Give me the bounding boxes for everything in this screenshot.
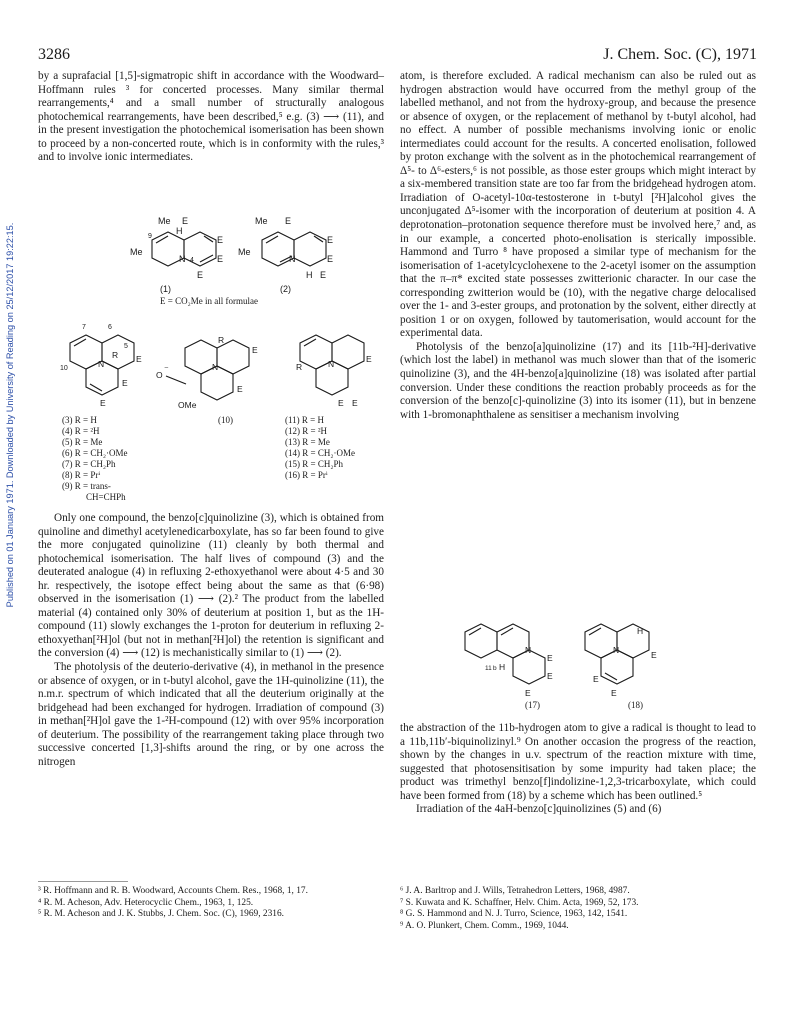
footnote: ⁴ R. M. Acheson, Adv. Heterocyclic Chem., 1963, 1, 125. xyxy=(38,897,254,908)
left-main-text xyxy=(38,512,384,769)
list-item: (7) R = CH₂Ph xyxy=(62,459,116,469)
atom-e-14: E xyxy=(366,354,372,364)
atom-e-18: E xyxy=(547,671,553,681)
scheme-1-structures xyxy=(120,210,360,310)
atom-h: H xyxy=(176,226,183,236)
paragraph: atom, is therefore excluded. A radical mechanism can also be ruled out as hydrogen abstraction would have occurred from the methyl group of the labelled methanol, and not from the hydroxy-group, and because the presence or absence of oxygen, or the replacement of methanol by t-butyl alcohol, had no effect. A number of possible mechanisms involving ionic or enolic intermediates could account for the results. A concerted enolisation, followed by proton exchange with the solvent as in the photochemical rearrangement of Δ⁵- to Δ⁶-esters,⁶ is not possible, as those ester groups which might interact by a six-membered transition state are too far from the bridgehead hydrogen atom. Irradiation of O-acetyl-10α-testosterone in t-butyl [²H]alcohol gives the unconjugated Δ⁵-isomer with the incorporation of deuterium at position 4. A deprotonation–protonation sequence therefore must be involved here,⁷ and, as in our example, a concerted photo-enolisation is sterically impossible. Hammond and Turro ⁸ have proposed a similar type of mechanism for the isomerisation of 1-acetylcyclohexene to the 2-acetyl isomer on the assumption that the π–π* excited state possesses zwitterionic character. In our case the corresponding zwitterion would be (10), with the negative charge delocalised over the 1- and 3-ester groups, and protonation by the solvent, either directly at position 1 or on oxygen, followed by tautomerisation, would account for the experimental data. xyxy=(400,70,756,340)
atom-me-2: Me xyxy=(130,247,143,257)
atom-e-3: E xyxy=(217,254,224,264)
list-item: (16) R = Prⁱ xyxy=(285,470,328,480)
atom-num11: 11 xyxy=(485,665,492,672)
atom-e-8: E xyxy=(320,270,327,280)
paragraph: Photolysis of the benzo[a]quinolizine (17) and its [11b-²H]-derivative (which lost the label) in methanol was much slower than that of the isomeric quinolizine (3), and the 4H-benzo[a]quinolizine (18) was isolated after partial conversion. Under these conditions the reaction probably proceeds as for the conversion of the benzo[c]-quinolizine (3) into its isomer (11), but in benzene with 1-bromonaphthalene as sensitiser a mechanism involving xyxy=(400,340,756,421)
list-item: CH=CHPh xyxy=(86,492,126,502)
label-compound-17: (17) xyxy=(525,700,540,710)
list-item: (15) R = CH₂Ph xyxy=(285,459,343,469)
atom-o: O xyxy=(156,370,163,380)
atom-minus: ⁻ xyxy=(164,364,169,374)
list-item: (6) R = CH₂·OMe xyxy=(62,448,128,458)
atom-e-6: E xyxy=(327,235,334,245)
atom-e-10: E xyxy=(122,378,128,388)
atom-num10: 10 xyxy=(60,365,68,372)
download-watermark: Published on 01 January 1971. Downloaded by University of Reading on 25/12/2017 19:22:15. xyxy=(5,222,15,608)
footnote: ⁵ R. M. Acheson and J. K. Stubbs, J. Chem. Soc. (C), 1969, 2316. xyxy=(38,909,284,920)
right-upper-text xyxy=(400,70,756,422)
atom-n: N xyxy=(179,254,186,264)
atom-e-17: E xyxy=(547,653,553,663)
atom-n-7: N xyxy=(613,645,620,655)
atom-me-3: Me xyxy=(255,216,268,226)
paragraph: Irradiation of the 4aH-benzo[c]quinolizines (5) and (6) xyxy=(416,803,662,816)
left-intro-text xyxy=(38,70,384,165)
atom-n-5: N xyxy=(328,359,335,369)
paragraph: the abstraction of the 11b-hydrogen atom to give a radical is thought to lead to a 11b,11b′-biquinolizinyl.⁹ On another occasion the progress of the reaction, shown by the changes in u.v. spectrum of the reaction mixture with time, suggested that photosensitisation by some impurity had taken place; the product was trimethyl benzo[f]indolizine-1,2,3-tricarboxylate, which could have been formed from (18) by a scheme which has been outlined.⁵ xyxy=(400,722,756,802)
atom-num5: 5 xyxy=(124,343,128,350)
atom-h-3: H xyxy=(499,662,506,672)
atom-num4: 4 xyxy=(190,257,194,264)
list-item: (8) R = Prⁱ xyxy=(62,470,101,480)
atom-me: Me xyxy=(158,216,171,226)
atom-num9: 9 xyxy=(148,233,152,240)
scheme-3-structures xyxy=(455,612,685,707)
atom-num-b: b xyxy=(493,665,497,672)
formula-legend: E = CO₂Me in all formulae xyxy=(160,296,258,306)
atom-n-3: N xyxy=(98,359,105,369)
atom-e-19: E xyxy=(525,688,531,698)
list-item: (11) R = H xyxy=(285,415,324,425)
atom-ome: OMe xyxy=(178,400,197,410)
label-compound-2: (2) xyxy=(280,284,291,294)
list-item: (3) R = H xyxy=(62,415,97,425)
list-item: (12) R = ²H xyxy=(285,426,328,436)
atom-num6: 6 xyxy=(108,324,112,331)
label-compound-1: (1) xyxy=(160,284,171,294)
footnote-divider xyxy=(38,881,128,882)
scheme-2-structures xyxy=(60,318,390,413)
footnotes-left xyxy=(38,886,384,921)
atom-e-9: E xyxy=(136,354,142,364)
atom-r-2: R xyxy=(218,335,225,345)
label-compound-10: (10) xyxy=(218,415,233,425)
atom-n-4: N xyxy=(212,362,219,372)
atom-e-7: E xyxy=(327,254,334,264)
atom-e: E xyxy=(182,216,189,226)
label-compound-18: (18) xyxy=(628,700,643,710)
atom-e-12: E xyxy=(252,345,258,355)
left-compound-list xyxy=(62,415,127,503)
footnote: ⁸ G. S. Hammond and N. J. Turro, Science, 1963, 142, 1541. xyxy=(400,909,628,920)
atom-me-4: Me xyxy=(238,247,251,257)
atom-r-3: R xyxy=(296,362,303,372)
list-item: (4) R = ²H xyxy=(62,426,100,436)
right-lower-text xyxy=(400,722,756,817)
atom-e-22: E xyxy=(611,688,617,698)
atom-e-20: E xyxy=(651,650,657,660)
footnote: ⁷ S. Kuwata and K. Schaffner, Helv. Chim. Acta, 1969, 52, 173. xyxy=(400,897,639,908)
paragraph: The photolysis of the deuterio-derivative (4), in methanol in the presence or absence of oxygen, or in t-butyl alcohol, gave the 1H-quinolizine (11), the n.m.r. spectrum of which indicated that all the deuterium originally at the bridgehead had been exchanged for hydrogen. Irradiation of compound (3) in methan[²H]ol gave the 1-²H-compound (12) with over 95% incorporation of deuterium. The possibility of the rearrangement taking place through two successive concerted [1,3]-shifts around the ring, or by one across the nitrogen xyxy=(38,661,384,768)
atom-n-6: N xyxy=(525,645,532,655)
atom-e-16: E xyxy=(352,398,358,408)
atom-e-4: E xyxy=(197,270,204,280)
atom-e-15: E xyxy=(338,398,344,408)
list-item: (9) R = trans- xyxy=(62,481,111,491)
list-item: (14) R = CH₂·OMe xyxy=(285,448,355,458)
atom-e-5: E xyxy=(285,216,292,226)
right-compound-list xyxy=(285,415,355,481)
atom-e-11: E xyxy=(100,398,106,408)
intro-paragraph: by a suprafacial [1,5]-sigmatropic shift in accordance with the Woodward–Hoffmann rules ³ for concerted processes. Many similar thermal rearrangements,⁴ and a small number of structurally analogous photochemical rearrangements, have been described,⁵ e.g. (3) ⟶ (11), and in the present investigation the photochemical isomerisation has been shown to proceed by a non-concerted route, which is in conformity with the rules,³ and to involve ionic intermediates. xyxy=(38,70,384,164)
footnotes-right xyxy=(400,886,756,932)
list-item: (13) R = Me xyxy=(285,437,330,447)
list-item: (5) R = Me xyxy=(62,437,103,447)
footnote: ³ R. Hoffmann and R. B. Woodward, Accounts Chem. Res., 1968, 1, 17. xyxy=(38,886,308,896)
atom-e-13: E xyxy=(237,384,243,394)
atom-r: R xyxy=(112,350,119,360)
page-number: 3286 xyxy=(38,46,70,63)
atom-num7: 7 xyxy=(82,324,86,331)
footnote: ⁹ A. O. Plunkert, Chem. Comm., 1969, 1044. xyxy=(400,920,569,931)
journal-header: J. Chem. Soc. (C), 1971 xyxy=(603,46,757,63)
atom-e-2: E xyxy=(217,235,224,245)
atom-e-21: E xyxy=(593,674,599,684)
atom-n-2: N xyxy=(289,254,296,264)
atom-h-4: H xyxy=(637,626,644,636)
paragraph: Only one compound, the benzo[c]quinolizine (3), which is obtained from quinoline and dimethyl acetylenedicarboxylate, has so far been found to give the more conjugated quinolizine (11) cleanly by both thermal and photochemical isomerisation. The half lives of compound (3) and the deuterated analogue (4) in refluxing 2-ethoxyethanol were about 4·5 and 30 hr. respectively, the isotope effect being about the same as that (6·98) observed in the isomerisation (1) ⟶ (2).² The product from the labelled material (4) contained only 30% of deuterium at position 1, but as the 1H-compound (11) slowly exchanges the 1-proton for deuterium in refluxing 2-ethoxyethan[²H]ol (but not in methan[²H]ol) the retention is significant and the conversion (4) ⟶ (12) is mechanistically similar to (1) ⟶ (2). xyxy=(38,512,384,660)
atom-h-2: H xyxy=(306,270,313,280)
footnote: ⁶ J. A. Barltrop and J. Wills, Tetrahedron Letters, 1968, 4987. xyxy=(400,886,630,896)
